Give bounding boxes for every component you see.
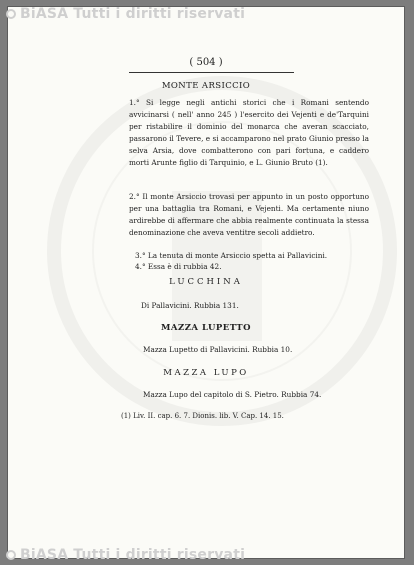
paragraph-2: 2.° Il monte Arsiccio trovasi per appunto in un posto opportuno per una battaglia tra Romani, e Vejenti. Ma certamente niuno ardirebbe di affermare che abbia realmente continuata la stessa denominazione che aveva ventitre secoli addietro. [129, 192, 369, 238]
entry-mazza-lupo: Mazza Lupo del capitolo di S. Pietro. Rubbia 74. [143, 390, 322, 399]
heading-mazza-lupo: MAZZA LUPO [163, 368, 249, 378]
entry-lucchina: Di Pallavicini. Rubbia 131. [141, 301, 239, 310]
watermark-bottom [6, 547, 245, 563]
copyright-icon [6, 550, 16, 560]
heading-mazza-lupetto: MAZZA LUPETTO [160, 323, 251, 333]
paragraph-1: 1.° Si legge negli antichi storici che i Romani sentendo avvicinarsi ( nell' anno 245 ) l'esercito dei Vejenti e de'Tarquini per ristabilire il dominio del monarca che averan scacciato, passarono il Tevere, e si accamparono nel prato Giunio presso la selva Arsia, dove combatterono con pari fortuna, e caddero morti Arunte figlio di Tarquinio, e L. Giunio Bruto (1). [129, 98, 369, 168]
heading-monte-arsiccio: MONTE ARSICCIO [161, 81, 251, 91]
paragraph-4: 4.° Essa è di rubbia 42. [135, 262, 222, 271]
book-page [7, 6, 405, 559]
footnote: (1) Liv. II. cap. 6. 7. Dionis. lib. V. Cap. 14. 15. [121, 412, 284, 420]
watermark-top-text: BiASA Tutti i diritti riservati [20, 6, 246, 22]
entry-mazza-lupetto: Mazza Lupetto di Pallavicini. Rubbia 10. [143, 345, 293, 354]
heading-lucchina: LUCCHINA [169, 277, 243, 287]
header-rule [129, 72, 294, 73]
page-number: ( 504 ) [189, 57, 223, 68]
watermark-top [6, 6, 245, 22]
paragraph-3: 3.° La tenuta di monte Arsiccio spetta ai Pallavicini. [135, 251, 328, 260]
watermark-bottom-text: BiASA Tutti i diritti riservati [20, 547, 246, 563]
copyright-icon [6, 9, 16, 19]
